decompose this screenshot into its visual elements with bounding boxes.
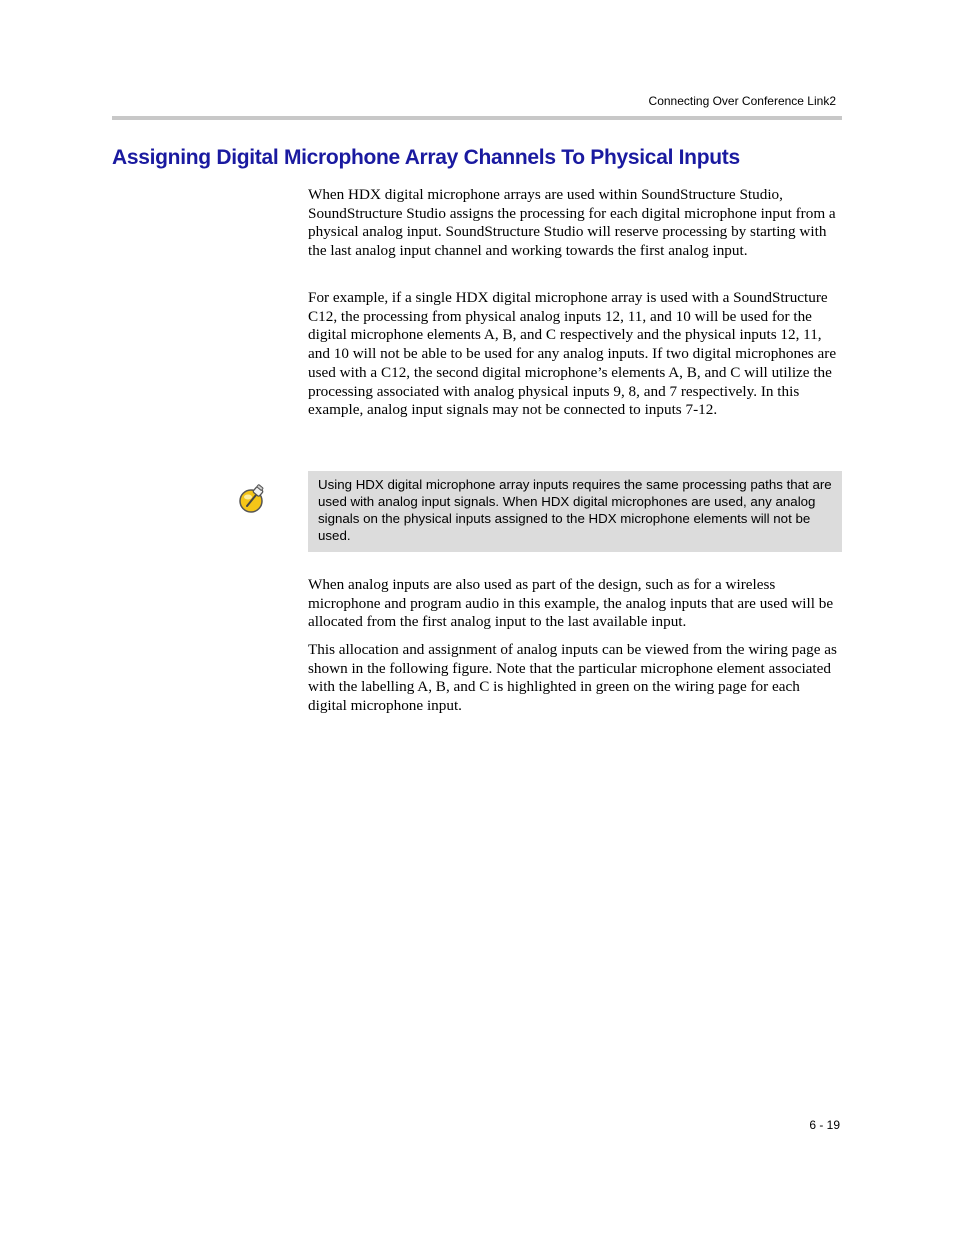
- header-rule: [112, 116, 842, 120]
- paragraph-4: This allocation and assignment of analog inputs can be viewed from the wiring page as shown in the following figure. Note that the particular microphone element associated with the labelling A, B, and C is highlighted in green on the wiring page for each digital microphone input.: [308, 641, 837, 715]
- paragraph-2: For example, if a single HDX digital microphone array is used with a SoundStructure C12, the processing from physical analog inputs 12, 11, and 10 will be used for the digital microphone elements A, B, and C respectively and the physical inputs 12, 11, and 10 will not be able to be used for any analog inputs. If two digital microphones are used with a C12, the second digital microphone’s elements A, B, and C will utilize the processing associated with analog physical inputs 9, 8, and 7 respectively. In this example, analog input signals may not be connected to inputs 7-12.: [308, 289, 837, 419]
- note-box: Using HDX digital microphone array inputs requires the same processing paths that are used with analog input signals. When HDX digital microphones are used, any analog signals on the physical inputs assigned to the HDX microphone elements will not be used.: [308, 471, 842, 552]
- section-title: Assigning Digital Microphone Array Channels To Physical Inputs: [112, 146, 740, 169]
- running-header: Connecting Over Conference Link2: [648, 94, 836, 108]
- paragraph-3: When analog inputs are also used as part of the design, such as for a wireless microphone and program audio in this example, the analog inputs that are used will be allocated from the first analog input to the last available input.: [308, 576, 834, 631]
- paragraph-1: When HDX digital microphone arrays are used within SoundStructure Studio, SoundStructure Studio assigns the processing for each digital microphone input from a physical analog input. SoundStructure Studio will reserve processing by starting with the last analog input channel and working towards the first analog input.: [308, 186, 836, 260]
- page-number: 6 - 19: [809, 1118, 840, 1132]
- note-pin-icon: [238, 484, 268, 514]
